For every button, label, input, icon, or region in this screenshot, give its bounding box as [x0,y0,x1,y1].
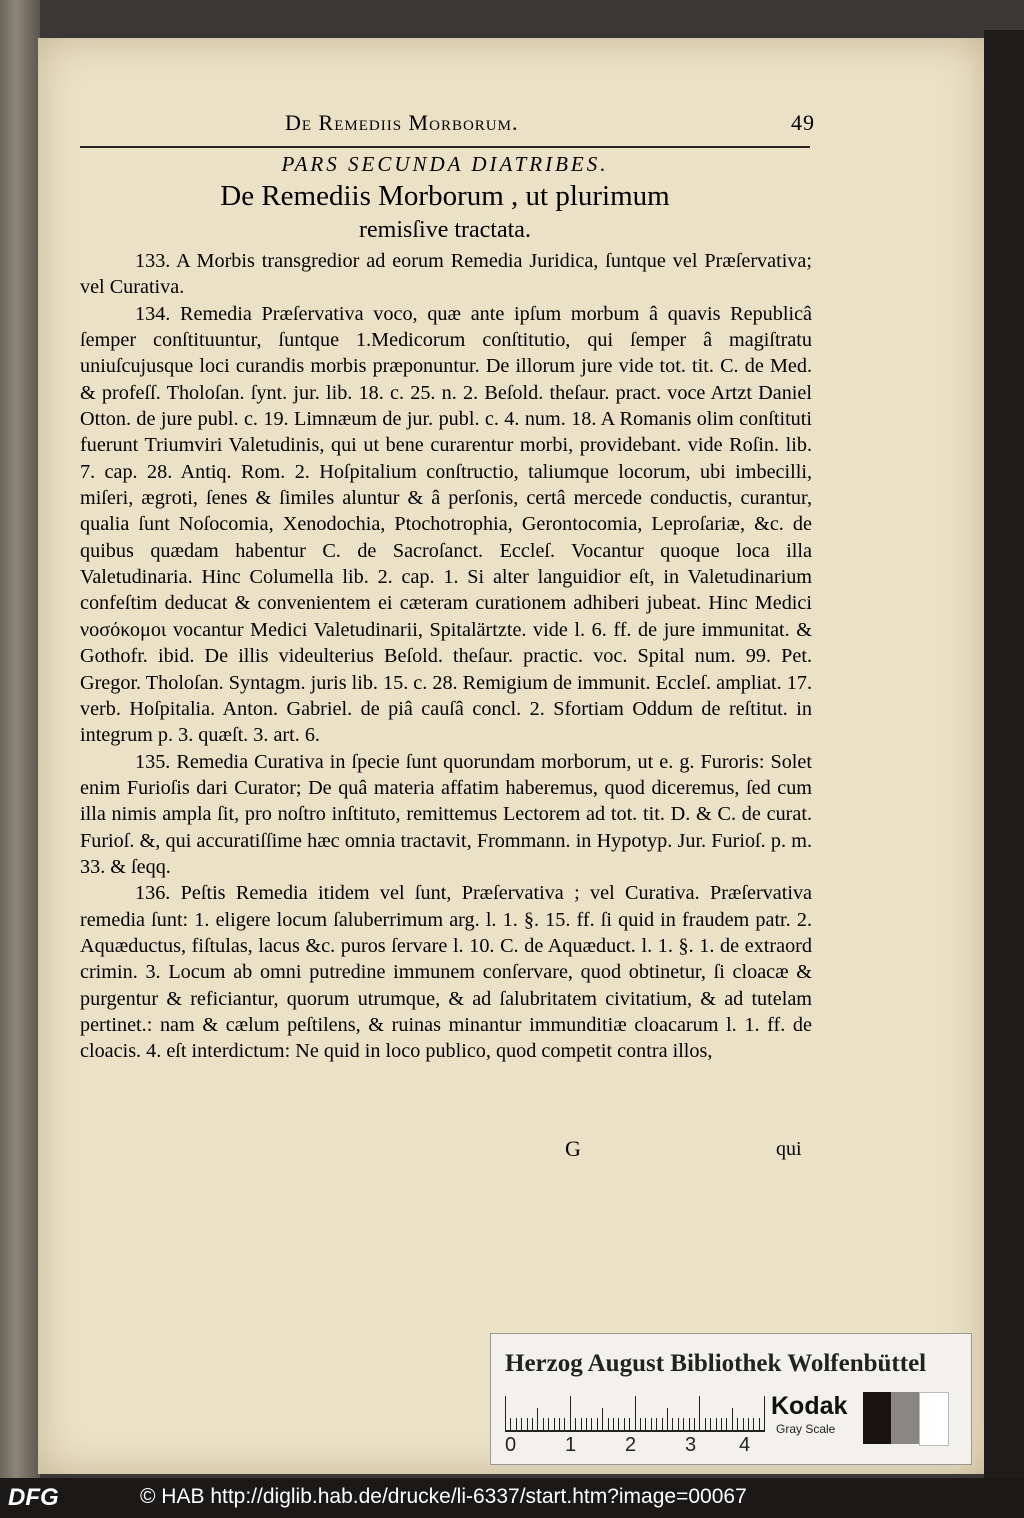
ruler-tick [662,1418,663,1430]
ruler-tick [575,1418,576,1430]
ruler-tick [554,1418,555,1430]
ruler-tick [716,1418,717,1430]
white-swatch [919,1392,949,1446]
signature-mark: G [565,1136,581,1161]
ruler-tick [764,1396,765,1430]
ruler-tick [618,1418,619,1430]
ruler-tick [667,1408,668,1430]
gray-swatch [891,1392,919,1444]
ruler-tick [640,1418,641,1430]
ruler-number: 1 [565,1434,577,1456]
ruler-tick [629,1418,630,1430]
ruler-number: 2 [625,1434,637,1456]
paragraph-134: 134. Remedia Præſervativa voco, quæ ante ipſum morbum â quavis Republicâ ſemper conſtituuntur, ſuntque 1.Medicorum conſtitutio, qui ſemper â magiſtratu uniuſcujusque loci curandis morbis præponuntur. De illorum jure vide tot. tit. C. de Med. & profeſſ. Tholoſan. ſynt. jur. lib. 18. c. 25. n. 2. Beſold. theſaur. pract. voce Artzt Daniel Otton. de jure publ. c. 19. Limnæum de jur. publ. c. 4. num. 18. A Romanis olim conſtituti fuerunt Triumviri Valetudinis, qui ut bene curarentur morbi, providebant. vide Roſin. lib. 7. cap. 28. Antiq. Rom. 2. Hoſpitalium conſtructio, taliumque locorum, ubi imbecilli, miſeri, ægroti, ſenes & ſimiles aluntur & â perſonis, certâ mercede conductis, curantur, qualia ſunt Noſocomia, Xenodochia, Ptochotrophia, Gerontocomia, Leproſariæ, &c. de quibus quædam habentur C. de Sacroſanct. Eccleſ. Vocantur quoque loca illa Valetudinaria. Hinc Columella lib. 2. cap. 1. Si alter languidior eſt, in Valetudinarium confeſtim deducat & convenientem ei cæteram curationem adhiberi jubeat. Hinc Medici νοσόκομοι vocantur Medici Valetudinarii, Spitalärtzte. vide l. 6. ff. de jure immunitat. & Gothofr. ibid. De illis videulterius Beſold. theſaur. practic. voc. Spital num. 99. Pet. Gregor. Tholoſan. Syntagm. juris lib. 15. c. 28. Remigium de immunit. Eccleſ. ampliat. 17. verb. Hoſpitalia. Anton. Gabriel. de piâ cauſâ concl. 2. Sfortiam Oddum de reſtitut. in integrum p. 3. quæſt. 3. art. 6. [80,302,812,747]
ruler-tick [527,1418,528,1430]
catchword: qui [776,1138,802,1160]
ruler-tick [726,1418,727,1430]
ruler-tick [532,1418,533,1430]
ruler-tick [694,1418,695,1430]
gray-scale-label: Gray Scale [776,1422,836,1436]
ruler-tick [699,1396,700,1430]
ruler-tick [602,1408,603,1430]
paragraph-133: 133. A Morbis transgredior ad eorum Remedia Juridica, ſuntque vel Præſervativa; vel Curativa. [80,250,812,299]
ruler-tick [597,1418,598,1430]
ruler-tick [672,1418,673,1430]
ruler-tick [689,1418,690,1430]
library-name: Herzog August Bibliothek Wolfenbüttel [505,1350,927,1377]
scale-ruler [505,1394,765,1432]
ruler-tick [710,1418,711,1430]
kodak-logo: Kodak [771,1392,848,1420]
ruler-tick [608,1418,609,1430]
facing-page-edge [0,0,40,1478]
running-head [285,110,815,136]
background-edge [984,30,1024,1480]
ruler-tick [613,1418,614,1430]
ruler-tick [624,1418,625,1430]
paragraph-136: 136. Peſtis Remedia itidem vel ſunt, Præſervativa ; vel Curativa. Præſervativa remedia ſunt: 1. eligere locum ſaluberrimum arg. l. 1. §. 15. ff. ſi quid in fraudem patr. 2. Aquæductus, fiſtulas, lacus &c. puros ſervare l. 10. C. de Aquæduct. l. 1. §. 1. de extraord crimin. 3. Locum ab omni putredine immunem conſervare, quod obtinetur, ſi cloacæ & purgentur & reficiantur, quorum utrumque, & ad ſalubritatem civitatium, & ad tutelam pertinet.: nam & cælum peſtilens, & ruinas minantur immunditiæ cloacarum l. 1. ff. de cloacis. 4. eſt interdictum: Ne quid in loco publico, quod competit contra illos, [80,882,812,1063]
ruler-tick [743,1418,744,1430]
ruler-tick [759,1418,760,1430]
ruler-tick [732,1408,733,1430]
ruler-tick [678,1418,679,1430]
ruler-tick [548,1418,549,1430]
ruler-tick [559,1418,560,1430]
ruler-tick [505,1396,506,1430]
ruler-tick [521,1418,522,1430]
ruler-tick [656,1418,657,1430]
ruler-tick [651,1418,652,1430]
ruler-tick [586,1418,587,1430]
ruler-tick [516,1418,517,1430]
ruler-tick [510,1418,511,1430]
ruler-tick [705,1418,706,1430]
ruler-tick [753,1418,754,1430]
copyright-link[interactable]: © HAB http://diglib.hab.de/drucke/li-6337/start.htm?image=00067 [140,1485,747,1508]
ruler-number: 3 [685,1434,697,1456]
black-swatch [863,1392,891,1444]
ruler-tick [591,1418,592,1430]
ruler-tick [635,1396,636,1430]
ruler-number: 0 [505,1434,517,1456]
body-text [80,248,812,1065]
paragraph-135: 135. Remedia Curativa in ſpecie ſunt quorundam morborum, ut e. g. Furoris: Solet enim Furioſis dari Curator; De quâ materia affatim haberemus, quod diceremus, ſed cum illa nimis ampla ſit, pro noſtro inſtituto, remittemus Lectorem ad tot. tit. D. & C. de curat. Furioſ. &, qui accuratiſſime hæc omnia tractavit, Frommann. in Hypotyp. Jur. Furioſ. p. m. 33. & ſeqq. [80,750,812,878]
ruler-tick [737,1418,738,1430]
header-rule [80,146,810,148]
section-title-line1: De Remediis Morborum , ut plurimum [220,180,670,212]
ruler-tick [581,1418,582,1430]
section-label: PARS SECUNDA DIATRIBES. [281,152,609,176]
ruler-number: 4 [739,1434,751,1456]
ruler-tick [543,1418,544,1430]
ruler-tick [564,1418,565,1430]
ruler-tick [721,1418,722,1430]
ruler-tick [748,1418,749,1430]
page-number: 49 [791,110,815,135]
ruler-tick [537,1408,538,1430]
ruler-tick [683,1418,684,1430]
color-reference-card [490,1333,972,1465]
ruler-tick [645,1418,646,1430]
section-title-line2: remisſive tractata. [359,217,531,243]
ruler-tick [570,1396,571,1430]
running-head-title: De Remediis Morborum. [285,110,519,135]
dfg-logo: DFG [8,1484,59,1511]
